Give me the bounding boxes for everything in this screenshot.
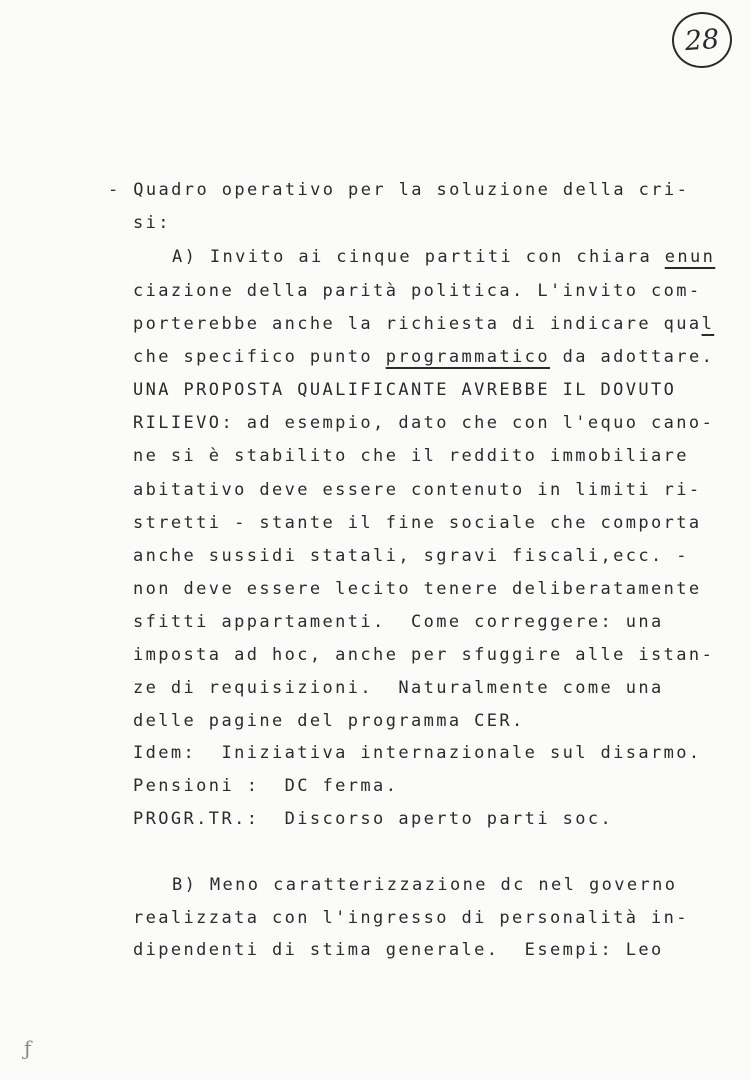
text-line: realizzata con l'ingresso di personalità in- <box>133 908 689 928</box>
text-line: ne si è stabilito che il reddito immobiliare <box>133 446 689 466</box>
text-line <box>133 345 714 369</box>
text-segment: porterebbe anche la richiesta di indicare qua <box>133 314 702 334</box>
text-line: non deve essere lecito tenere deliberatamente <box>133 579 702 599</box>
text-segment: A) Invito ai cinque partiti con chiara <box>172 247 665 267</box>
text-line: PROGR.TR.: Discorso aperto parti soc. <box>133 809 614 829</box>
text-line: abitativo deve essere contenuto in limiti ri- <box>133 480 702 500</box>
text-line: Idem: Iniziativa internazionale sul disarmo. <box>133 743 702 763</box>
text-line <box>133 312 714 336</box>
underlined-text: l <box>701 314 715 334</box>
text-line: Pensioni : DC ferma. <box>133 776 399 796</box>
page-number-circle <box>670 10 734 70</box>
text-line: imposta ad hoc, anche per sfuggire alle istan- <box>133 645 715 665</box>
text-line: sfitti appartamenti. Come correggere: una <box>133 612 664 632</box>
text-line: B) Meno caratterizzazione dc nel governo <box>172 875 678 895</box>
underlined-text: enun <box>664 247 716 267</box>
text-line: ciazione della parità politica. L'invito com- <box>133 281 702 301</box>
underlined-text: programmatico <box>385 347 550 367</box>
text-line: - Quadro operativo per la soluzione della cri- <box>108 180 690 200</box>
text-line: RILIEVO: ad esempio, dato che con l'equo cano- <box>133 413 715 433</box>
text-line: dipendenti di stima generale. Esempi: Leo <box>133 940 664 960</box>
text-line: ze di requisizioni. Naturalmente come una <box>133 678 664 698</box>
text-line: stretti - stante il fine sociale che comporta <box>133 513 702 533</box>
text-line: si: <box>133 213 171 233</box>
text-line <box>172 245 715 269</box>
page-number: 28 <box>683 23 721 57</box>
corner-handwritten-mark: ƒ <box>24 1036 32 1060</box>
text-segment: da adottare. <box>549 347 715 367</box>
text-line: delle pagine del programma CER. <box>133 711 525 731</box>
text-segment: che specifico punto <box>133 347 386 367</box>
text-line: UNA PROPOSTA QUALIFICANTE AVREBBE IL DOVUTO <box>133 380 677 400</box>
text-line: anche sussidi statali, sgravi fiscali,ecc. - <box>133 546 689 566</box>
